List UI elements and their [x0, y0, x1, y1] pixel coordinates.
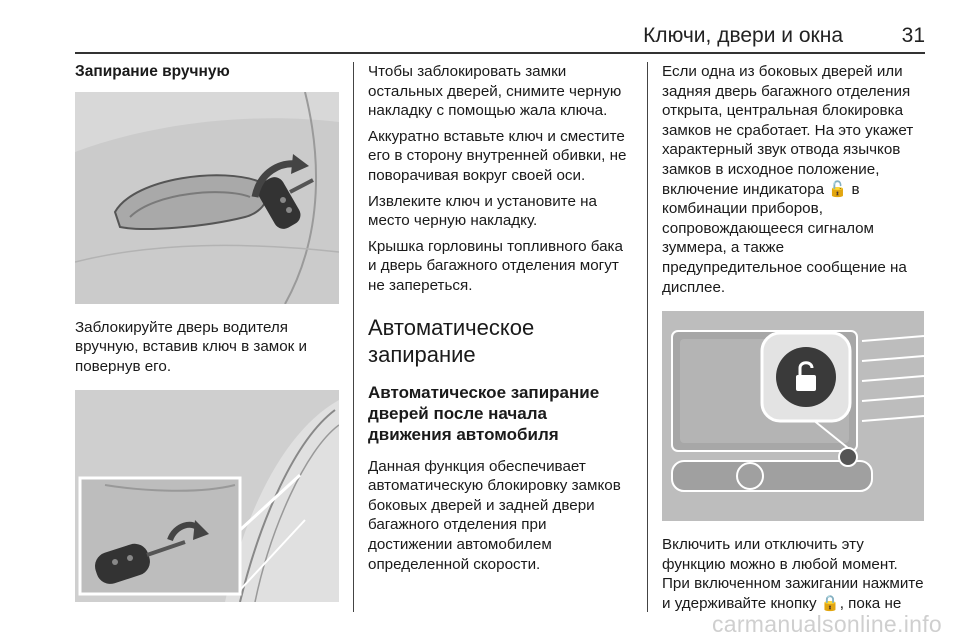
paragraph: Включить или отключить эту функцию можно в любой момент. При включенном зажигании нажмите и удерживайте кнопку 🔒, пока не [662, 536, 924, 612]
figure-1-caption: Заблокируйте дверь водителя вручную, вставив ключ в замок и повернув его. [75, 318, 308, 375]
column-3 [662, 62, 928, 620]
paragraph: Извлеките ключ и установите на место черную накладку. [368, 192, 597, 230]
door-handle-illustration [75, 92, 339, 304]
paragraph: Аккуратно вставьте ключ и сместите его в сторону внутренней обивки, не поворачивая вокруг своей оси. [368, 127, 627, 184]
dashboard-lock-button-illustration [662, 311, 924, 521]
column-2 [368, 62, 634, 580]
paragraph: Если одна из боковых дверей или задняя дверь багажного отделения открыта, центральная блокировка замков не сработает. На это укажет характерный звук отвода язычков замков в исходное положение, включение индикатора 🔓 в комбинации приборов, сопровождающееся сигналом зуммера, а также предупредительное сообщение на дисплее. [662, 63, 914, 296]
header-rule [75, 52, 925, 54]
subsection-title: Автоматическое запирание дверей после начала движения автомобиля [368, 382, 600, 444]
section-title: Автоматическое запирание [368, 314, 535, 367]
section-heading: Запирание вручную [75, 63, 230, 80]
paragraph: Данная функция обеспечивает автоматическую блокировку замков боковых дверей и задней двери багажного отделения при достижении автомобилем определенной скорости. [368, 457, 621, 573]
door-lock-illustration [75, 390, 339, 602]
paragraph: Крышка горловины топливного бака и дверь багажного отделения могут не запереться. [368, 237, 623, 294]
page-number: 31 [901, 24, 925, 47]
header-title: Ключи, двери и окна [643, 24, 843, 47]
paragraph: Чтобы заблокировать замки остальных дверей, снимите черную накладку с помощью жала ключа. [368, 63, 622, 120]
column-divider [647, 62, 648, 612]
watermark: carmanualsonline.info [711, 611, 942, 637]
column-1 [75, 62, 339, 602]
page-header [75, 20, 925, 50]
column-divider [353, 62, 354, 612]
